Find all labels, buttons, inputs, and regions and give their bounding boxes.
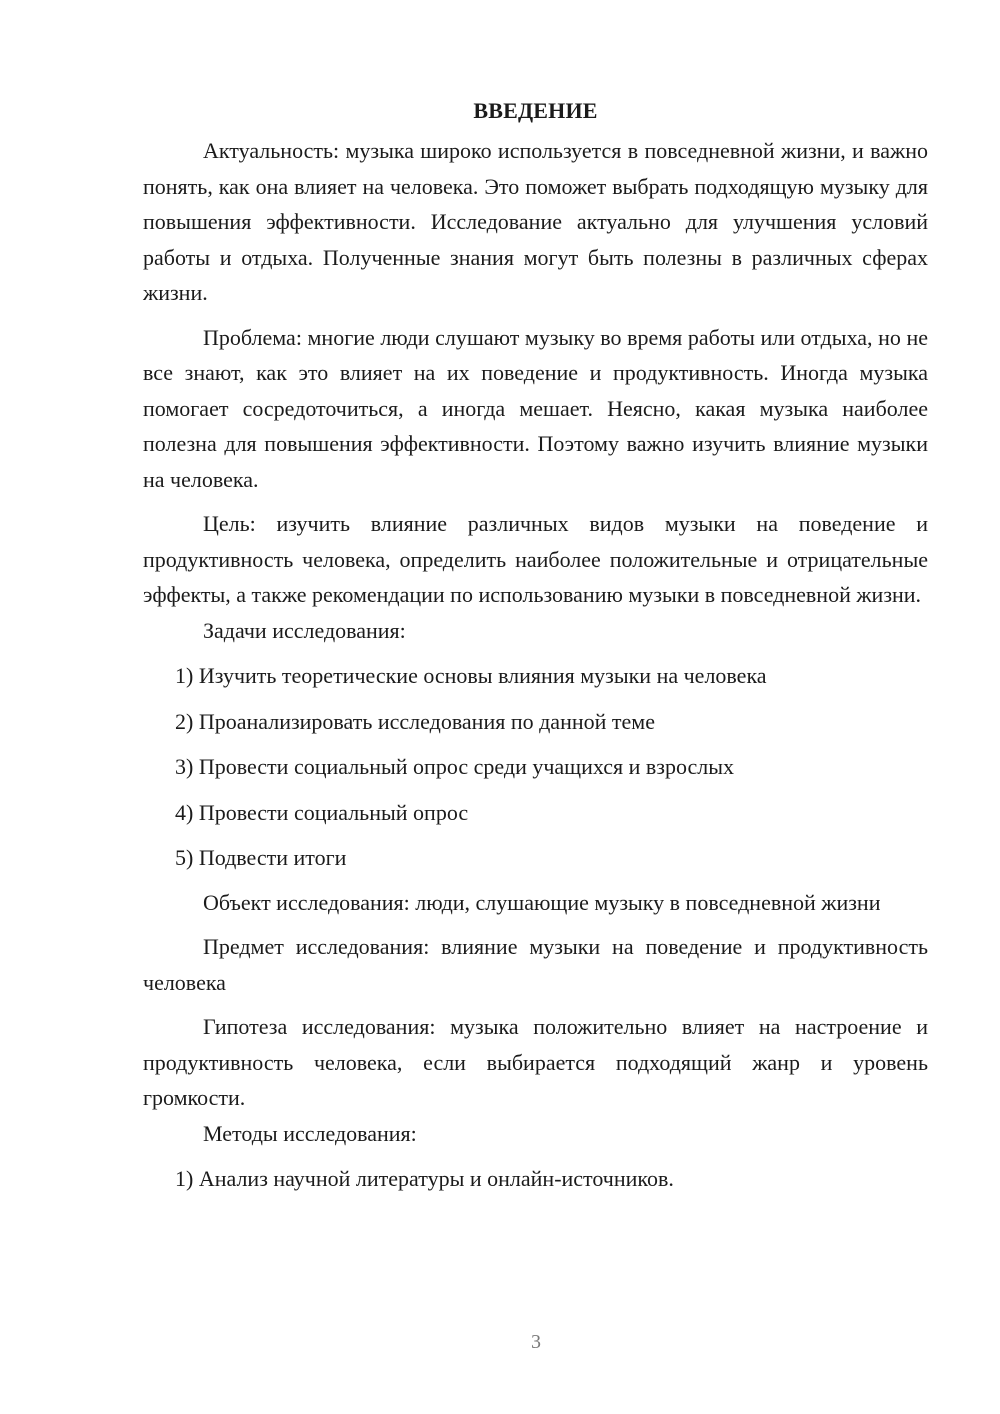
list-item: 3) Провести социальный опрос среди учащихся и взрослых — [175, 754, 735, 779]
subject-paragraph: Предмет исследования: влияние музыки на поведение и продуктивность человека — [143, 934, 928, 995]
goal-paragraph: Цель: изучить влияние различных видов музыки на поведение и продуктивность человека, определить наиболее положительные и отрицательные эффекты, а также рекомендации по использованию музыки в повседневной жизни. — [143, 511, 928, 607]
list-item: 1) Анализ научной литературы и онлайн-источников. — [175, 1166, 674, 1191]
list-item: 5) Подвести итоги — [175, 845, 347, 870]
page-title: ВВЕДЕНИЕ — [473, 98, 598, 123]
list-item: 2) Проанализировать исследования по данной теме — [175, 708, 655, 734]
tasks-list — [143, 658, 928, 876]
relevance-paragraph: Актуальность: музыка широко используется в повседневной жизни, и важно понять, как она влияет на человека. Это поможет выбрать подходящую музыку для повышения эффективности. Исследование актуально для улучшения условий работы и отдыха. Полученные знания могут быть полезны в различных сферах жизни. — [143, 138, 928, 305]
page-content — [143, 93, 928, 1197]
methods-heading: Методы исследования: — [203, 1120, 417, 1146]
methods-list — [143, 1161, 928, 1197]
page-number: 3 — [531, 1331, 541, 1353]
tasks-heading: Задачи исследования: — [203, 617, 406, 643]
object-paragraph: Объект исследования: люди, слушающие музыку в повседневной жизни — [203, 889, 881, 915]
list-item: 4) Провести социальный опрос — [175, 799, 469, 825]
list-item: 1) Изучить теоретические основы влияния музыки на человека — [175, 663, 767, 688]
hypothesis-paragraph: Гипотеза исследования: музыка положительно влияет на настроение и продуктивность человека, если выбирается подходящий жанр и уровень громкости. — [143, 1014, 928, 1110]
problem-paragraph: Проблема: многие люди слушают музыку во время работы или отдыха, но не все знают, как это влияет на их поведение и продуктивность. Иногда музыка помогает сосредоточиться, а иногда мешает. Неясно, какая музыка наиболее полезна для повышения эффективности. Поэтому важно изучить влияние музыки на человека. — [143, 324, 928, 492]
